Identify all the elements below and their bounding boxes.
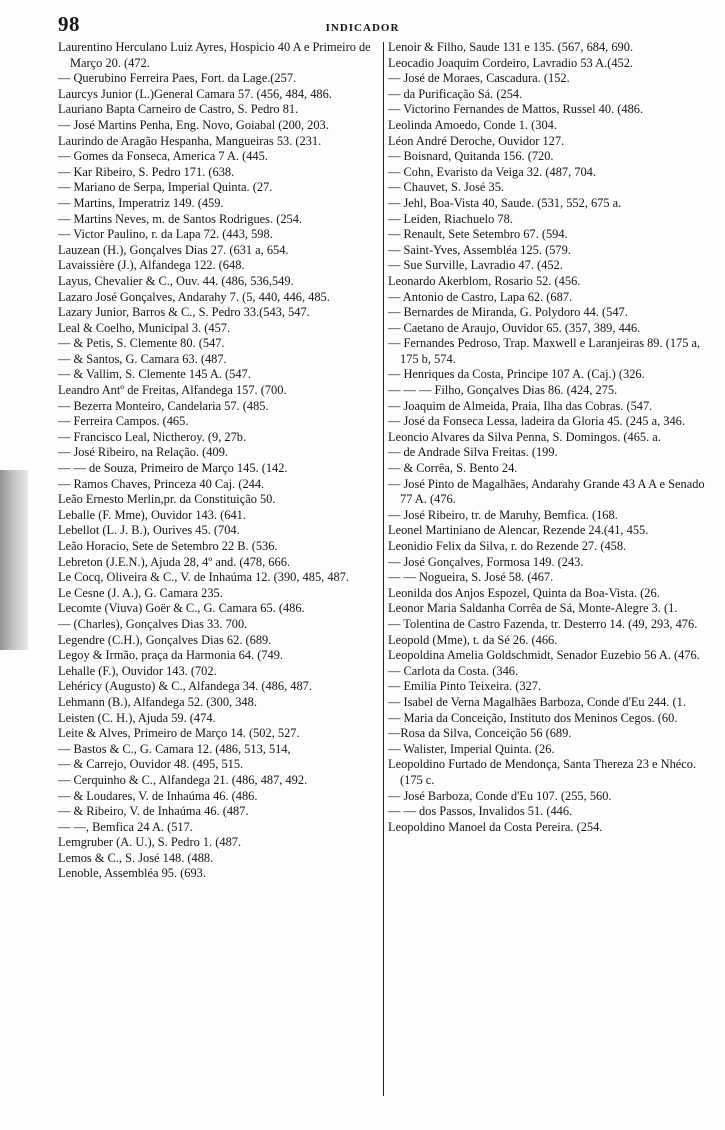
directory-entry: Leandro Antº de Freitas, Alfandega 157. (700. — [58, 383, 287, 398]
page-header — [0, 8, 725, 40]
directory-entry: Laurindo de Aragão Hespanha, Mangueiras 53. (231. — [58, 133, 322, 148]
directory-entry: Leopoldina Amelia Goldschmidt, Senador Euzebio 56 A. (476. — [388, 648, 700, 663]
directory-entry: Leonidio Felix da Silva, r. do Rezende 27. (458. — [388, 539, 627, 553]
directory-entry: — & Vallim, S. Clemente 145 A. (547. — [58, 367, 251, 382]
left-column — [58, 40, 380, 1100]
directory-entry: — Querubino Ferreira Paes, Fort. da Lage.(257. — [58, 71, 297, 86]
directory-entry: — Chauvet, S. José 35. — [388, 180, 504, 195]
directory-entry: — Kar Ribeiro, S. Pedro 171. (638. — [58, 164, 235, 179]
directory-entry: — Victorino Fernandes de Mattos, Russel 40. (486. — [388, 102, 644, 117]
directory-entry: — Francisco Leal, Nictheroy. (9, 27b. — [58, 429, 247, 444]
directory-entry: — Joaquim de Almeida, Praia, Ilha das Cobras. (547. — [388, 398, 653, 413]
directory-entry: — & Petis, S. Clemente 80. (547. — [58, 336, 225, 351]
directory-entry: Leolinda Amoedo, Conde 1. (304. — [388, 117, 557, 132]
directory-entry: — da Purificação Sá. (254. — [388, 86, 523, 101]
directory-entry: — Ferreira Campos. (465. — [58, 414, 189, 429]
binding-shadow — [0, 470, 28, 650]
running-head: INDICADOR — [325, 22, 400, 34]
directory-entry: — José Barboza, Conde d'Eu 107. (255, 560. — [388, 788, 612, 803]
directory-entry: — José Ribeiro, na Relação. (409. — [58, 445, 228, 460]
directory-entry: Leoncio Alvares da Silva Penna, S. Domingos. (465. a. — [388, 429, 661, 444]
directory-entry: Lebellot (L. J. B.), Ourives 45. (704. — [58, 523, 240, 538]
directory-entry: — Renault, Sete Setembro 67. (594. — [388, 227, 568, 242]
directory-entry: — Victor Paulino, r. da Lapa 72. (443, 598. — [58, 227, 273, 242]
directory-entry: — Tolentina de Castro Fazenda, tr. Desterro 14. (49, 293, 476. — [388, 616, 698, 631]
directory-entry: Leão Ernesto Merlin,pr. da Constituição 50. — [58, 492, 276, 507]
directory-entry: Lemos & C., S. José 148. (488. — [58, 850, 214, 865]
directory-entry: — & Santos, G. Camara 63. (487. — [58, 351, 227, 366]
entry-columns — [58, 40, 710, 1100]
directory-entry: Le Cesne (J. A.), G. Camara 235. — [58, 585, 223, 600]
directory-entry: Leballe (F. Mme), Ouvidor 143. (641. — [58, 507, 246, 522]
directory-entry: — Jehl, Boa-Vista 40, Saude. (531, 552, 675 a. — [388, 195, 622, 210]
directory-entry: — José de Moraes, Cascadura. (152. — [388, 71, 570, 86]
directory-entry: Laurentino Herculano Luiz Ayres, Hospicio 40 A e Primeiro de Março 20. (472. — [58, 40, 371, 70]
directory-entry: — José Martins Penha, Eng. Novo, Goiabal (200, 203. — [58, 117, 329, 132]
directory-entry: — Emilia Pinto Teixeira. (327. — [388, 679, 542, 694]
directory-entry: — José da Fonseca Lessa, ladeira da Gloria 45. (245 a, 346. — [388, 414, 685, 429]
directory-entry: — Bastos & C., G. Camara 12. (486, 513, 514, — [58, 741, 291, 756]
directory-entry: — & Loudares, V. de Inhaúma 46. (486. — [58, 788, 258, 803]
directory-entry: — Gomes da Fonseca, America 7 A. (445. — [58, 149, 268, 164]
directory-entry: — Cohn, Evaristo da Veiga 32. (487, 704. — [388, 164, 596, 179]
directory-entry: Laurcys Junior (L.)General Camara 57. (456, 484, 486. — [58, 86, 332, 101]
directory-entry: Lehalle (F.), Ouvidor 143. (702. — [58, 663, 217, 678]
directory-entry: — Bezerra Monteiro, Candelaria 57. (485. — [58, 398, 269, 413]
directory-entry: — — Nogueira, S. José 58. (467. — [388, 570, 554, 585]
directory-entry: — — de Souza, Primeiro de Março 145. (142. — [58, 461, 288, 476]
directory-entry: Lehmann (B.), Alfandega 52. (300, 348. — [58, 694, 257, 709]
directory-entry: — —, Bemfica 24 A. (517. — [58, 819, 193, 834]
directory-entry: — Isabel de Verna Magalhães Barboza, Conde d'Eu 244. (1. — [388, 694, 686, 709]
directory-entry: — Saint-Yves, Assembléa 125. (579. — [388, 242, 571, 257]
directory-entry: — Ramos Chaves, Princeza 40 Caj. (244. — [58, 476, 265, 491]
column-divider — [383, 42, 384, 1096]
directory-entry: — — — Filho, Gonçalves Dias 86. (424, 275. — [388, 383, 618, 398]
directory-entry: Leopoldino Furtado de Mendonça, Santa Thereza 23 e Nhéco. (175 c. — [388, 757, 697, 787]
directory-entry: — Fernandes Pedroso, Trap. Maxwell e Laranjeiras 89. (175 a, 175 b, 574. — [388, 336, 701, 366]
directory-entry: Leopoldino Manoel da Costa Pereira. (254. — [388, 819, 603, 834]
directory-entry: Leonilda dos Anjos Espozel, Quinta da Boa-Vista. (26. — [388, 585, 660, 600]
page-number: 98 — [58, 12, 80, 36]
directory-entry: — Mariano de Serpa, Imperial Quinta. (27. — [58, 180, 273, 195]
directory-entry: — Sue Surville, Lavradio 47. (452. — [388, 258, 563, 273]
right-column — [388, 40, 710, 1100]
directory-entry: Lauzean (H.), Gonçalves Dias 27. (631 a, 654. — [58, 242, 289, 257]
directory-entry: Lehéricy (Augusto) & C., Alfandega 34. (486, 487. — [58, 679, 312, 694]
directory-entry: Le Cocq, Oliveira & C., V. de Inhaúma 12. (390, 485, 487. — [58, 570, 350, 585]
directory-entry: — Caetano de Araujo, Ouvidor 65. (357, 389, 446. — [388, 320, 641, 335]
directory-entry: Leopold (Mme), t. da Sé 26. (466. — [388, 632, 558, 647]
directory-entry: Leocadio Joaquim Cordeiro, Lavradio 53 A.(452. — [388, 55, 633, 70]
directory-entry: Legoy & Irmão, praça da Harmonia 64. (749. — [58, 648, 284, 663]
directory-entry: Leal & Coelho, Municipal 3. (457. — [58, 320, 231, 335]
directory-entry: — José Gonçalves, Formosa 149. (243. — [388, 554, 584, 569]
directory-entry: Leonel Martiniano de Alencar, Rezende 24.(41, 455. — [388, 523, 649, 538]
directory-entry: — Leiden, Riachuelo 78. — [388, 211, 513, 226]
directory-entry: — Cerquinho & C., Alfandega 21. (486, 487, 492. — [58, 772, 308, 787]
directory-entry: — Antonio de Castro, Lapa 62. (687. — [388, 289, 573, 304]
directory-entry: Lenoble, Assembléa 95. (693. — [58, 866, 206, 881]
directory-entry: Leão Horacio, Sete de Setembro 22 B. (536. — [58, 539, 278, 553]
directory-entry: — de Andrade Silva Freitas. (199. — [388, 445, 558, 460]
directory-entry: — José Ribeiro, tr. de Maruhy, Bemfica. (168. — [388, 507, 618, 522]
directory-entry: — Boisnard, Quitanda 156. (720. — [388, 149, 554, 164]
directory-entry: — Martins, Imperatriz 149. (459. — [58, 195, 224, 210]
directory-entry: Lauriano Bapta Carneiro de Castro, S. Pedro 81. — [58, 102, 299, 117]
directory-entry: — José Pinto de Magalhães, Andarahy Grande 43 A A e Senado 77 A. (476. — [388, 476, 705, 507]
directory-entry: Leite & Alves, Primeiro de Março 14. (502, 527. — [58, 726, 300, 741]
directory-entry: Layus, Chevalier & C., Ouv. 44. (486, 536,549. — [58, 273, 294, 288]
directory-entry: — Bernardes de Miranda, G. Polydoro 44. (547. — [388, 305, 628, 320]
directory-entry: Leonor Maria Saldanha Corrêa de Sá, Monte-Alegre 3. (1. — [388, 601, 678, 616]
directory-entry: —Rosa da Silva, Conceição 56 (689. — [388, 726, 572, 741]
directory-entry: — Carlota da Costa. (346. — [388, 663, 519, 678]
directory-entry: Léon André Deroche, Ouvidor 127. — [388, 133, 565, 148]
directory-entry: — & Carrejo, Ouvidor 48. (495, 515. — [58, 757, 244, 772]
directory-entry: — Maria da Conceição, Instituto dos Meninos Cegos. (60. — [388, 710, 678, 725]
directory-entry: — & Corrêa, S. Bento 24. — [388, 461, 518, 476]
directory-entry: Lebreton (J.E.N.), Ajuda 28, 4º and. (478, 666. — [58, 554, 290, 569]
directory-entry: Leonardo Akerblom, Rosario 52. (456. — [388, 273, 581, 288]
directory-entry: Lenoir & Filho, Saude 131 e 135. (567, 684, 690. — [388, 40, 634, 54]
directory-entry: — Martins Neves, m. de Santos Rodrigues. (254. — [58, 211, 303, 226]
directory-entry: Lazaro José Gonçalves, Andarahy 7. (5, 440, 446, 485. — [58, 289, 330, 304]
directory-entry: Lemgruber (A. U.), S. Pedro 1. (487. — [58, 835, 242, 850]
directory-entry: Leisten (C. H.), Ajuda 59. (474. — [58, 710, 216, 725]
directory-entry: Lecomte (Viuva) Goër & C., G. Camara 65. (486. — [58, 601, 305, 616]
directory-entry: Lavaissière (J.), Alfandega 122. (648. — [58, 258, 245, 273]
directory-entry: Lazary Junior, Barros & C., S. Pedro 33.(543, 547. — [58, 305, 310, 320]
directory-entry: — Walister, Imperial Quinta. (26. — [388, 741, 555, 756]
directory-entry: — (Charles), Gonçalves Dias 33. 700. — [58, 616, 248, 631]
directory-entry: Legendre (C.H.), Gonçalves Dias 62. (689. — [58, 632, 272, 647]
directory-entry: — — dos Passos, Invalidos 51. (446. — [388, 804, 573, 819]
directory-entry: — & Ribeiro, V. de Inhaúma 46. (487. — [58, 804, 249, 819]
directory-entry: — Henriques da Costa, Principe 107 A. (Caj.) (326. — [388, 367, 645, 382]
